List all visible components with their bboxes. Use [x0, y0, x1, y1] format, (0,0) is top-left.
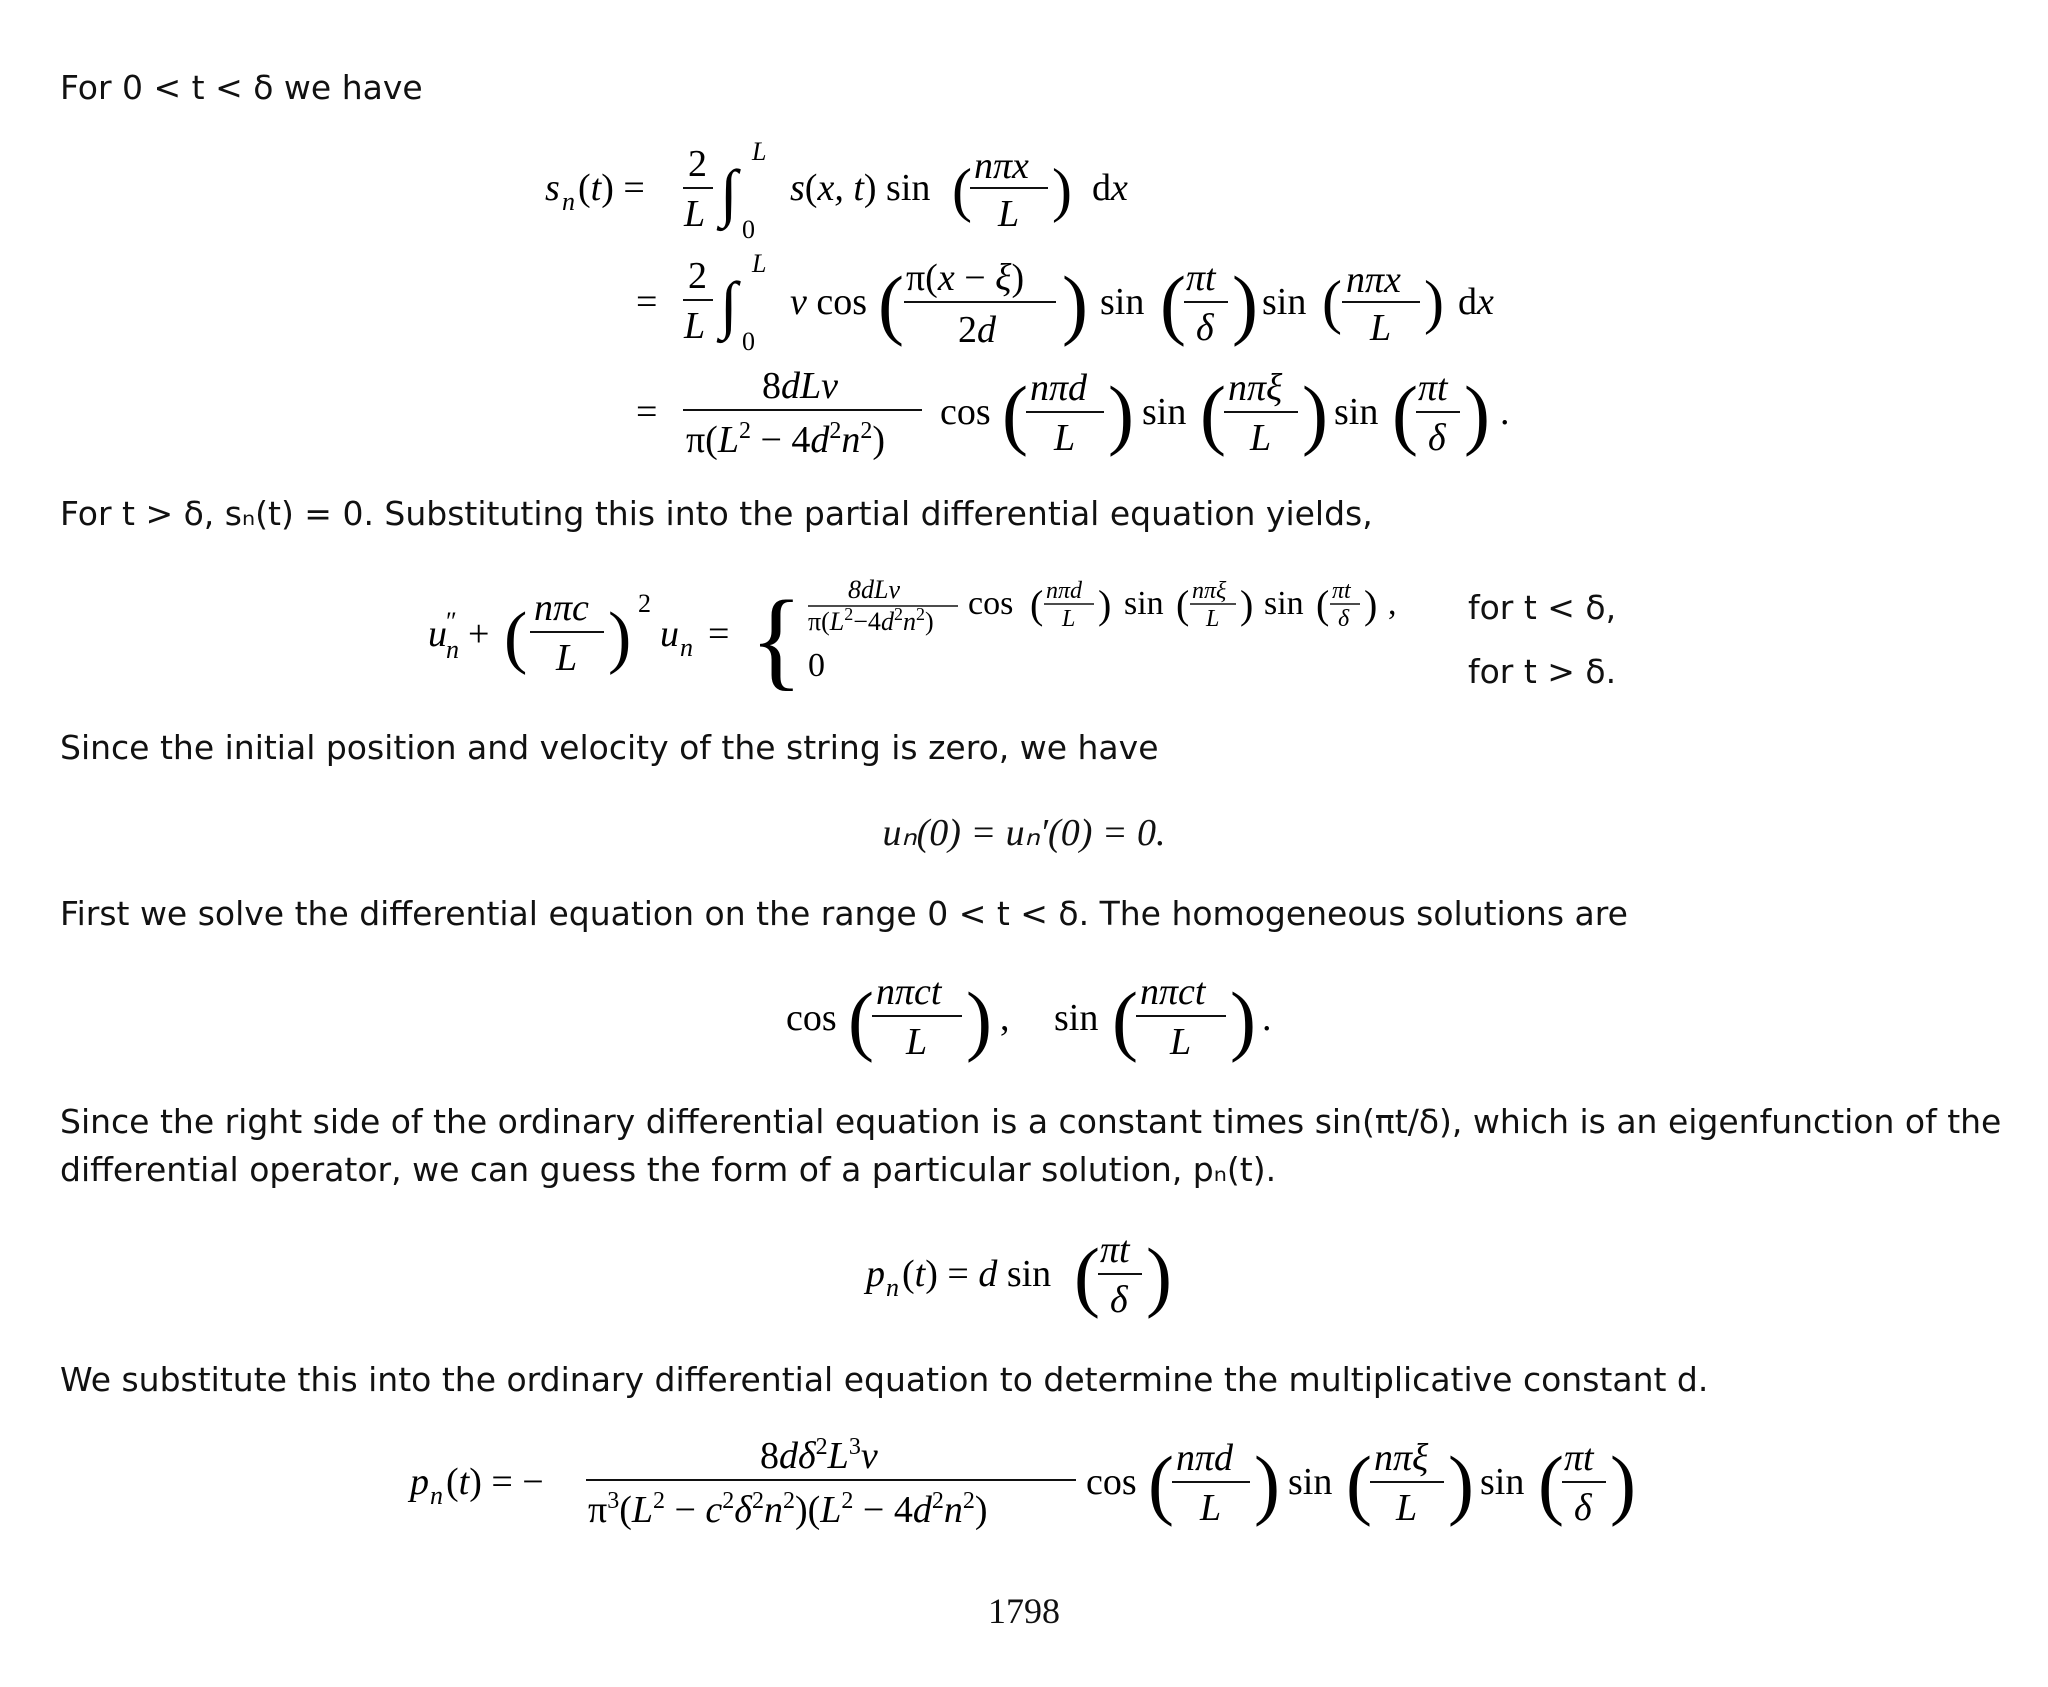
svg-text:L: L: [1396, 1487, 1418, 1529]
svg-text:): ): [1364, 582, 1378, 627]
svg-text:L: L: [1062, 606, 1076, 632]
svg-text:nπct: nπct: [1140, 971, 1206, 1013]
equation-initial-conditions: uₙ(0) = uₙ′(0) = 0.: [882, 812, 1166, 854]
svg-text:sin: sin: [1288, 1461, 1333, 1503]
svg-text:): ): [1240, 582, 1254, 627]
svg-text:πt: πt: [1564, 1437, 1594, 1479]
svg-text:dx: dx: [1458, 281, 1494, 323]
svg-text:δ: δ: [1574, 1487, 1592, 1529]
svg-text:nπd: nπd: [1046, 578, 1083, 604]
svg-text:): ): [1448, 1440, 1474, 1527]
svg-text:,: ,: [1000, 997, 1010, 1039]
svg-text:nπd: nπd: [1030, 367, 1088, 409]
paragraph-substitute: We substitute this into the ordinary differential equation to determine the multiplicative constant d.: [60, 1360, 1709, 1399]
svg-text:n: n: [562, 187, 575, 216]
svg-text:): ): [1230, 976, 1256, 1063]
svg-text:(: (: [1538, 1440, 1564, 1527]
svg-text:cos: cos: [1086, 1461, 1137, 1503]
svg-text:(: (: [1002, 370, 1028, 457]
svg-text:πt: πt: [1186, 257, 1216, 299]
svg-text:L: L: [556, 637, 578, 679]
svg-text:u: u: [660, 613, 679, 655]
svg-text:n: n: [430, 1481, 443, 1510]
svg-text:(: (: [1176, 582, 1190, 627]
equation-ode-case2-condition: for t > δ.: [1468, 652, 1617, 691]
svg-text:2: 2: [638, 589, 651, 618]
svg-text:(: (: [848, 976, 874, 1063]
paragraph-intro: For 0 < t < δ we have: [60, 68, 423, 107]
svg-text:2: 2: [688, 255, 707, 297]
svg-text:s(x, t) sin: s(x, t) sin: [790, 167, 931, 209]
svg-text:(: (: [878, 260, 904, 347]
svg-text:.: .: [1500, 391, 1510, 433]
paragraph-particular-guess: Since the right side of the ordinary differential equation is a constant times sin(πt/δ), which is an eigenfunction of the differential operator, we can guess the form of a particular solution, pₙ(t).: [60, 1102, 2002, 1189]
svg-text:nπξ: nπξ: [1192, 578, 1227, 604]
svg-text:nπct: nπct: [876, 971, 942, 1013]
svg-text:v cos: v cos: [790, 281, 868, 323]
svg-text:π(L2 − 4d2n2): $\pi(L^2 - 4d^2n^2)$: [686, 418, 886, 461]
svg-text:π3(L2 − c2δ2n2)(L2 − 4d2n2): $\pi^3(L^2 - c^2\delta^2n^2)(L^2 - 4d^2n^2)$: [588, 1488, 988, 1531]
svg-text:L: L: [1206, 606, 1220, 632]
svg-text:): ): [1108, 370, 1134, 457]
svg-text:n: n: [446, 635, 459, 664]
svg-text:u: u: [428, 613, 447, 655]
svg-text:δ: δ: [1196, 307, 1214, 349]
svg-text:sin: sin: [1100, 281, 1145, 323]
svg-text:): ): [1232, 260, 1258, 347]
svg-text:(: (: [1346, 1440, 1372, 1527]
svg-text:L: L: [1170, 1021, 1192, 1063]
svg-text:dx: dx: [1092, 167, 1128, 209]
svg-text:(t) = d sin: (t) = d sin: [902, 1253, 1052, 1295]
svg-text:δ: δ: [1110, 1279, 1128, 1321]
svg-text:=: =: [708, 613, 730, 655]
svg-text:nπd: nπd: [1176, 1437, 1234, 1479]
svg-text:=: =: [636, 281, 658, 323]
svg-text:2: 2: [688, 143, 707, 185]
svg-text:L: L: [998, 193, 1020, 235]
svg-text:.: .: [1262, 997, 1272, 1039]
svg-text:L: L: [684, 193, 706, 235]
svg-text:): ): [1424, 269, 1444, 335]
paragraph-sn-zero: For t > δ, sₙ(t) = 0. Substituting this into the partial differential equation yields,: [60, 494, 1373, 533]
svg-text:+: +: [468, 613, 490, 655]
svg-text:(: (: [1148, 1440, 1174, 1527]
svg-text:): ): [1302, 370, 1328, 457]
svg-text:L: L: [1054, 417, 1076, 459]
svg-text:nπx: nπx: [974, 145, 1029, 187]
svg-text:8dLv: 8dLv: [848, 575, 900, 604]
svg-text:n: n: [886, 1273, 899, 1302]
svg-text:(: (: [1316, 582, 1330, 627]
svg-text:(t) =: (t) =: [578, 167, 645, 209]
svg-text:π(x − ξ): π(x − ξ): [906, 257, 1025, 299]
svg-text:sin: sin: [1264, 585, 1304, 622]
svg-text:nπc: nπc: [534, 587, 589, 629]
svg-text:cos: cos: [786, 997, 837, 1039]
svg-text:s: s: [545, 167, 560, 209]
svg-text:L: L: [1200, 1487, 1222, 1529]
svg-text:p: p: [866, 1253, 885, 1295]
page-number: 1798: [988, 1591, 1060, 1631]
svg-text:π(L2−4d2n2): $\pi(L^2-4d^2n^2)$: [808, 604, 934, 636]
svg-text:nπx: nπx: [1346, 259, 1401, 301]
equation-ode-case1-condition: for t < δ,: [1468, 588, 1617, 627]
svg-text:2d: 2d: [958, 309, 996, 351]
svg-text:): ): [1464, 370, 1490, 457]
svg-text:): ): [1062, 260, 1088, 347]
svg-text:sin: sin: [1054, 997, 1099, 1039]
svg-text:(: (: [1112, 976, 1138, 1063]
svg-text:πt: πt: [1418, 367, 1448, 409]
svg-text:L: L: [752, 137, 767, 166]
svg-text:πt: πt: [1100, 1229, 1130, 1271]
svg-text:(: (: [1200, 370, 1226, 457]
svg-text:,: ,: [1388, 585, 1397, 622]
svg-text:sin: sin: [1334, 391, 1379, 433]
svg-text:cos: cos: [968, 585, 1014, 622]
svg-text:(: (: [1030, 582, 1044, 627]
svg-text:sin: sin: [1142, 391, 1187, 433]
svg-text:0: 0: [808, 647, 825, 684]
svg-text:0: 0: [742, 327, 755, 356]
svg-text:sin: sin: [1124, 585, 1164, 622]
svg-text:): ): [1610, 1440, 1636, 1527]
svg-text:(: (: [1392, 370, 1418, 457]
svg-text:): ): [1052, 157, 1072, 223]
svg-text:sin: sin: [1480, 1461, 1525, 1503]
svg-text:nπξ: nπξ: [1228, 367, 1283, 409]
svg-text:(: (: [1322, 269, 1342, 335]
svg-text:8dLv: 8dLv: [762, 365, 838, 407]
svg-text:″: ″: [446, 607, 457, 636]
paragraph-initial-conditions: Since the initial position and velocity of the string is zero, we have: [60, 728, 1159, 767]
svg-text:cos: cos: [940, 391, 991, 433]
svg-text:δ: δ: [1428, 417, 1446, 459]
svg-text:∫: ∫: [720, 157, 738, 228]
svg-text:n: n: [680, 633, 693, 662]
svg-text:L: L: [906, 1021, 928, 1063]
svg-text:): ): [1254, 1440, 1280, 1527]
paragraph-homogeneous: First we solve the differential equation on the range 0 < t < δ. The homogeneous solutions are: [60, 894, 1628, 933]
svg-text:L: L: [752, 249, 767, 278]
svg-text:L: L: [684, 305, 706, 347]
svg-text:=: =: [636, 391, 658, 433]
svg-text:8dδ2L3v: $8d\delta^2L^3v$: [760, 1434, 878, 1477]
svg-text:L: L: [1370, 307, 1392, 349]
svg-text:δ: δ: [1338, 606, 1350, 632]
svg-text:(t) = −: (t) = −: [446, 1461, 544, 1503]
svg-text:πt: πt: [1332, 578, 1351, 604]
svg-text:nπξ: nπξ: [1374, 1437, 1429, 1479]
svg-text:): ): [1098, 582, 1112, 627]
svg-text:L: L: [1250, 417, 1272, 459]
svg-text:(: (: [1074, 1232, 1100, 1319]
svg-text:): ): [966, 976, 992, 1063]
svg-text:(: (: [1160, 260, 1186, 347]
svg-text:): ): [1146, 1232, 1172, 1319]
svg-text:∫: ∫: [720, 269, 738, 340]
svg-text:0: 0: [742, 215, 755, 244]
svg-text:(: (: [952, 157, 972, 223]
svg-text:p: p: [410, 1461, 429, 1503]
svg-text:sin: sin: [1262, 281, 1307, 323]
svg-text:): ): [608, 599, 632, 676]
svg-text:(: (: [504, 599, 528, 676]
svg-text:{: {: [750, 578, 803, 700]
